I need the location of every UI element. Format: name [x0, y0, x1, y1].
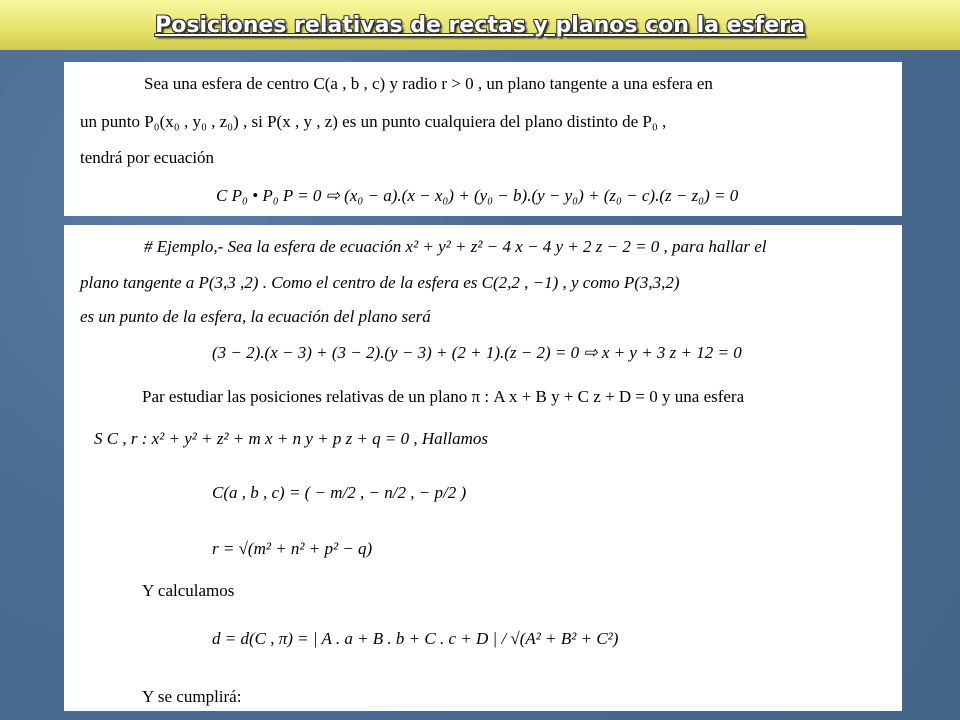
title-bar: [0, 0, 960, 50]
ex-line-6: S C , r : x² + y² + z² + m x + n y + p z + q = 0 , Hallamos: [94, 429, 489, 448]
slide-title: Posiciones relativas de rectas y planos con la esfera: [155, 12, 805, 38]
ex-line-3: es un punto de la esfera, la ecuación del plano será: [80, 307, 431, 326]
ex-line-2: plano tangente a P(3,3 ,2) . Como el centro de la esfera es C(2,2 , −1) , y como P(3,3,2): [80, 273, 680, 292]
def-line-3: tendrá por ecuación: [80, 148, 215, 167]
ex-line-11: Y se cumplirá:: [142, 687, 242, 706]
definition-panel: [64, 62, 902, 216]
def-line-1: Sea una esfera de centro C(a , b , c) y radio r > 0 , un plano tangente a una esfera en: [144, 74, 713, 93]
example-panel: [64, 225, 902, 711]
ex-line-5: Par estudiar las posiciones relativas de un plano π : A x + B y + C z + D = 0 y una esfera: [142, 387, 745, 406]
ex-line-7: C(a , b , c) = ( − m/2 , − n/2 , − p/2 ): [212, 483, 467, 502]
def-line-2: un punto P₀(x₀ , y₀ , z₀) , si P(x , y , z) es un punto cualquiera del plano distinto de P₀ ,: [80, 112, 667, 131]
def-line-4: C P₀ • P₀ P = 0 ⇨ (x₀ − a).(x − x₀) + (y₀ − b).(y − y₀) + (z₀ − c).(z − z₀) = 0: [216, 186, 739, 205]
ex-line-4: (3 − 2).(x − 3) + (3 − 2).(y − 3) + (2 + 1).(z − 2) = 0 ⇨ x + y + 3 z + 12 = 0: [212, 343, 742, 362]
ex-line-10: d = d(C , π) = | A . a + B . b + C . c + D | / √(A² + B² + C²): [212, 629, 619, 648]
ex-line-8: r = √(m² + n² + p² − q): [212, 539, 373, 558]
ex-line-1: # Ejemplo,- Sea la esfera de ecuación x² + y² + z² − 4 x − 4 y + 2 z − 2 = 0 , para hallar el: [144, 237, 767, 256]
ex-line-9: Y calculamos: [142, 581, 235, 600]
